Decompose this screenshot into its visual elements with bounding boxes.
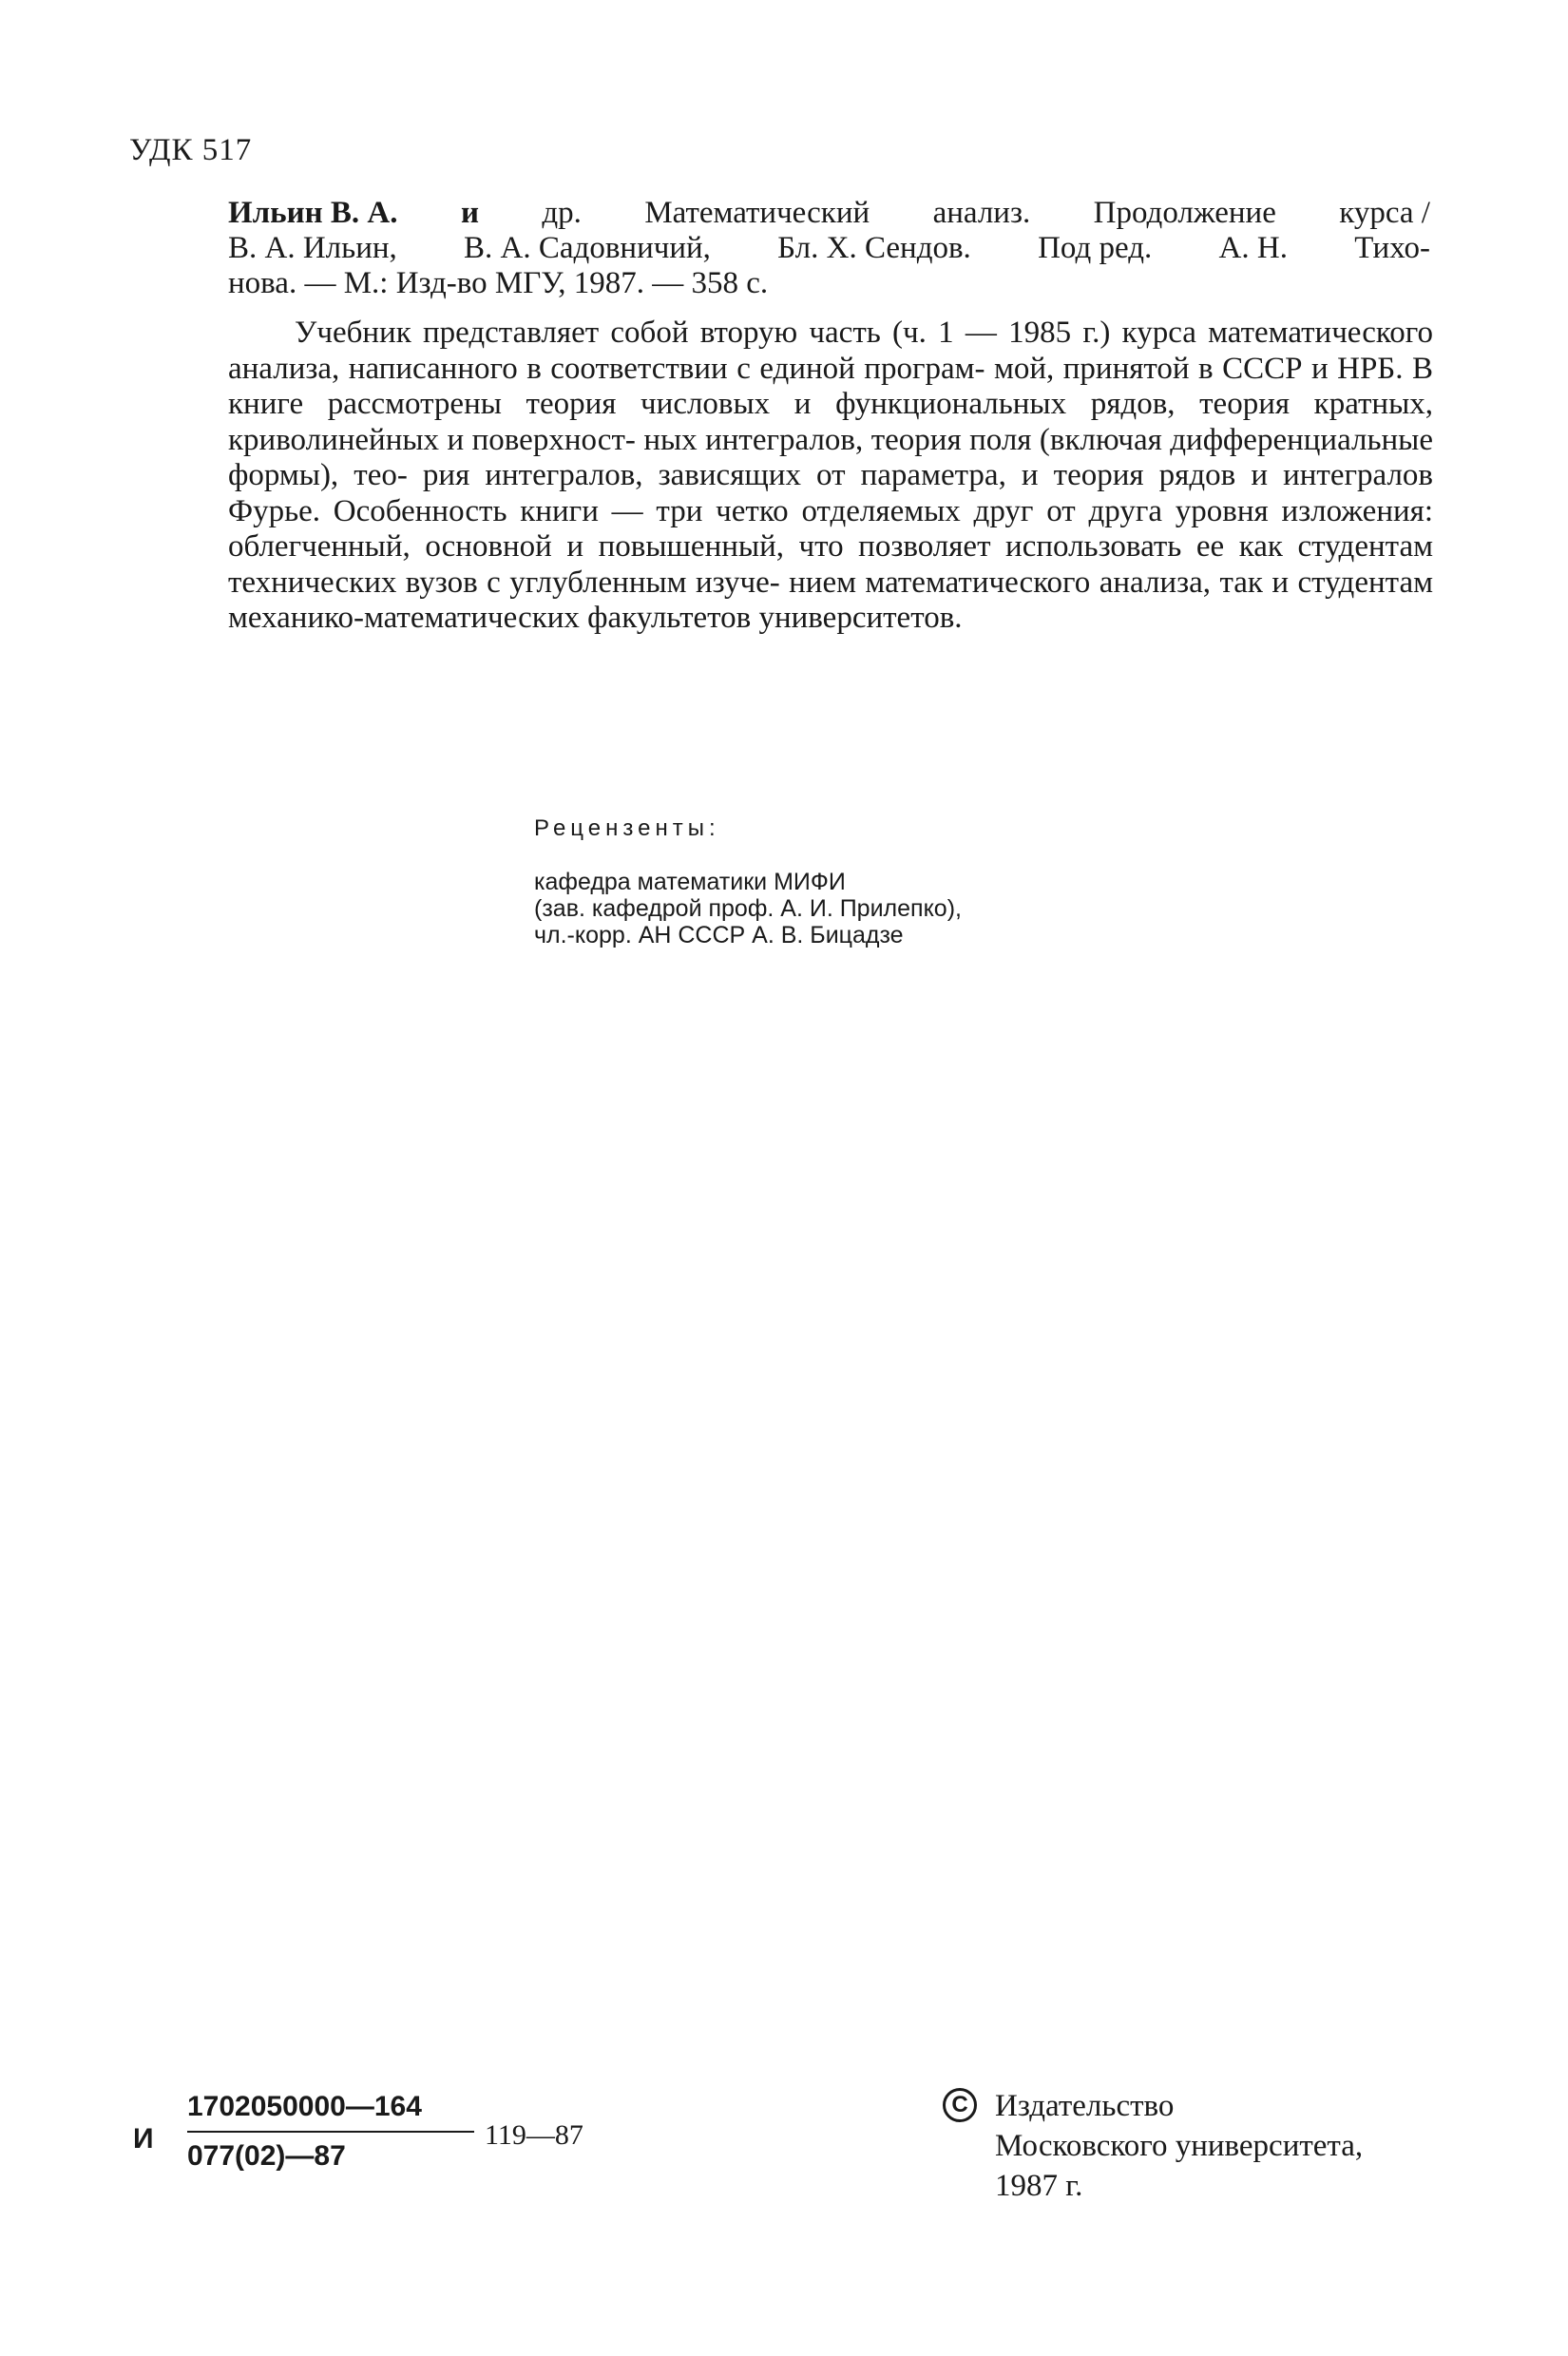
coauthor: Бл. Х. Сендов. [777, 231, 971, 265]
reviewer-line: (зав. кафедрой проф. А. И. Прилепко), [534, 895, 962, 922]
biblio-word: др. [542, 196, 582, 230]
copyright-line: Издательство [995, 2089, 1175, 2123]
catalog-numerator: 1702050000—164 [187, 2091, 422, 2122]
coauthor: В. А. Ильин, [228, 231, 397, 265]
reviewer-line: кафедра математики МИФИ [534, 869, 846, 895]
coauthor: В. А. Садовничий, [464, 231, 711, 265]
copyright-lines [995, 2086, 1363, 2206]
catalog-code [133, 2091, 627, 2195]
reviewers-heading: Рецензенты: [534, 815, 720, 841]
editor-name: Тихо- [1354, 231, 1430, 265]
biblio-word: курса / [1339, 196, 1430, 230]
copyright-line: Московского университета, [995, 2129, 1364, 2163]
copyright-icon: C [943, 2088, 977, 2122]
biblio-word: и [460, 196, 479, 230]
reviewer-line: чл.-корр. АН СССР А. В. Бицадзе [534, 922, 904, 948]
copyright-line: 1987 г. [995, 2169, 1083, 2203]
biblio-line-1 [228, 196, 1430, 231]
book-title: анализ. [932, 196, 1031, 230]
annotation-paragraph: Учебник представляет собой вторую часть (ч. 1 — 1985 г.) курса математического анализа, написанного в соответствии с единой програм- мой, принятой в СССР и НРБ. В книге рассмотрены теория числовых и функциональных рядов, теория кратных, криволинейных и поверхност- ных интегралов, теория поля (включая дифференциальные формы), тео- рия интегралов, зависящих от параметра, и теория рядов и интегралов Фурье. Особенность книги — три четко отделяемых друг от друга уровня изложения: облегченный, основной и повышенный, что позволяет использовать ее как студентам технических вузов с углубленным изуче- нием математического анализа, так и студентам механико-математических факультетов университетов. [228, 316, 1433, 635]
biblio-line-2 [228, 231, 1430, 266]
biblio-line-3: нова. — М.: Изд-во МГУ, 1987. — 358 с. [228, 266, 769, 300]
editor-name: А. Н. [1218, 231, 1288, 265]
catalog-denominator: 077(02)—87 [187, 2140, 346, 2172]
udk-code: УДК 517 [129, 133, 253, 167]
author-name: Ильин В. А. [228, 196, 398, 230]
catalog-prefix: И [133, 2123, 154, 2155]
biblio-word: Под ред. [1038, 231, 1153, 265]
copyright-notice [943, 2086, 1363, 2206]
order-number: 119—87 [485, 2119, 583, 2151]
biblio-word: Продолжение [1093, 196, 1276, 230]
bibliographic-record [228, 196, 1430, 301]
fraction-rule [187, 2131, 474, 2133]
reviewers-section [534, 815, 1256, 948]
book-title: Математический [644, 196, 870, 230]
book-annotation [228, 316, 1433, 637]
